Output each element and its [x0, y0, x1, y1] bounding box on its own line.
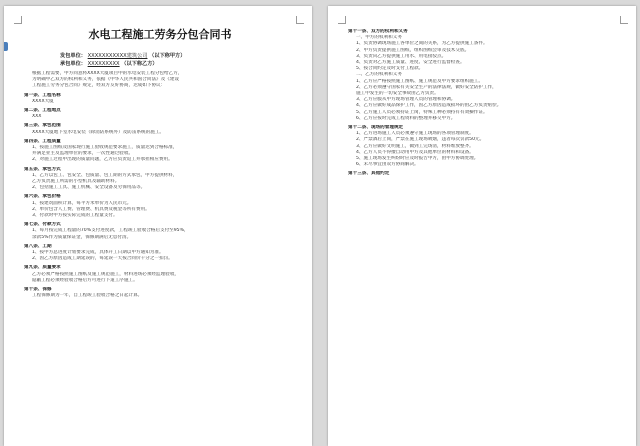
intro-line: 工程施工劳务分包合同》规定，经双方友好协商，达成如下协议： [32, 83, 166, 89]
section-line: 乙方负责施工所需的小型机具及辅助材料。 [32, 179, 120, 185]
margin-mark [14, 16, 22, 24]
section-line: 乙方必须严格按照施工图纸及施工规范施工，材料进场必须经监理验收， [32, 271, 180, 277]
section-heading: 第一条、工程名称 [24, 92, 61, 98]
section-line: 1、乙方应严格按照施工图纸、施工规范及甲方要求组织施工。 [356, 78, 483, 84]
party-a-label: 发包单位： [60, 53, 86, 59]
section-line: XXXX大厦地下室水电安装（除消防系统外）及防雷系统的施工。 [32, 129, 165, 135]
section-line: 2、甲方负责提供施工图纸，组织图纸会审及技术交底。 [356, 47, 470, 53]
section-heading: 第十一条、双方的权利和义务 [348, 29, 408, 34]
section-heading: 第三条、承包范围 [24, 123, 61, 129]
section-line: 2、乙方必须遵守国家有关安全生产的法律法规，做好安全防护工作， [356, 84, 497, 90]
section-line: 5、乙方施工人员必须持证上岗，特殊工种必须持有有效操作证。 [356, 109, 488, 115]
section-line: 2、因乙方原因造成工期延误的，每延误一天按合同价千分之一扣罚。 [32, 256, 173, 262]
right-sections [348, 26, 620, 178]
section-line: 1、按施工图纸及国家现行施工验收规范要求施工，质量达到合格标准， [32, 145, 178, 151]
section-heading: 第十三条、其他约定 [348, 171, 390, 177]
section-line: 3、付款时甲方按实际完成的工程量支付。 [32, 213, 118, 219]
section-line: 1、负责协调现场施工各单位之间的关系，为乙方提供施工条件。 [356, 41, 488, 47]
document-page-right [328, 6, 636, 446]
section-line: 并满足业主及监理单位的要求，一次性通过验收。 [32, 151, 134, 157]
document-title: 水电工程施工劳务分包合同书 [88, 28, 232, 41]
section-line: 2、严禁酒后上岗，严禁在施工现场吸烟，违者每次罚款50元。 [356, 137, 485, 143]
section-line: 3、乙方应做好文明施工，做到工完场清，材料堆放整齐。 [356, 143, 474, 149]
margin-mark [338, 16, 346, 24]
section-line: 一、甲方的权利和义务 [356, 35, 402, 41]
section-line: 余款5%作为质量保证金，保修期满后无息付清。 [32, 234, 132, 240]
section-heading: 第八条、工期 [24, 243, 52, 249]
intro-paragraph [24, 71, 296, 90]
section-line: 二、乙方的权利和义务 [356, 72, 402, 78]
section-heading: 第九条、质量要求 [24, 265, 61, 271]
section-heading: 第五条、承包方式 [24, 166, 61, 172]
section-line: 施工中发生的一切安全事故由乙方负责。 [356, 91, 439, 97]
section-line: 4、乙方人员不得擅自动用甲方及其他单位的材料和设备。 [356, 149, 474, 155]
section-line: 隐蔽工程必须经验收合格后方可进行下道工序施工。 [32, 277, 138, 283]
section-line: 2、包括施工工具、施工机械、安全设备及劳保用品等。 [32, 185, 146, 191]
comment-marker-icon[interactable] [4, 42, 8, 51]
margin-mark [296, 16, 304, 24]
document-page-left [4, 6, 312, 446]
section-line: 6、未尽事宜由双方协商解决。 [356, 162, 419, 168]
section-line: 2、单价包含人工费、管理费、机具费及税金等所有费用。 [32, 206, 150, 212]
section-line: XXXX大厦 [32, 98, 54, 104]
section-line: 1、按建筑面积计算，每平方米单价为人民币元。 [32, 200, 132, 206]
section-heading: 第四条、工程质量 [24, 138, 61, 144]
section-line: 5、按合同约定及时支付工程款。 [356, 66, 424, 72]
party-a [24, 52, 296, 60]
intro-line: 为明确甲乙双方的权利和义务，依据《中华人民共和国合同法》及《建设 [32, 77, 180, 83]
section-line: 3、乙方应服从甲方现场管理人员的管理和协调。 [356, 97, 456, 103]
section-heading: 第七条、付款方式 [24, 222, 61, 228]
section-heading: 第十条、保修 [24, 287, 52, 293]
party-a-suffix: （以下称甲方） [149, 53, 186, 59]
party-a-value: XXXXXXXXXXX建筑公司 [87, 53, 148, 59]
section-line: XXX [32, 114, 42, 120]
party-b-value: XXXXXXXXX [87, 61, 120, 67]
section-line: 1、乙方以包工、包安全、包质量、包工期的方式承包，甲方提供材料， [32, 172, 178, 178]
party-b-suffix: （以下称乙方） [121, 61, 158, 67]
party-b-label: 承包单位： [60, 61, 86, 67]
left-sections [24, 90, 296, 300]
section-line: 4、负责对乙方施工质量、进度、安全进行监督检查。 [356, 60, 465, 66]
section-line: 2、对施工过程中出现的质量问题，乙方应负责返工并承担相应费用。 [32, 157, 173, 163]
section-line: 5、施工现场发生纠纷时应及时报告甲方，由甲方协调处理。 [356, 156, 479, 162]
margin-mark [620, 16, 628, 24]
section-line: 1、按甲方总进度计划要求完成，具体开工日期以甲方通知为准。 [32, 250, 164, 256]
section-line: 1、每月按完成工程量的70%支付进度款，工程竣工验收合格后支付至95%， [32, 228, 189, 234]
section-heading: 第二条、工程地点 [24, 108, 61, 114]
section-line: 4、乙方应做好成品保护工作，因乙方原因造成损坏的由乙方负责赔偿。 [356, 103, 502, 109]
party-b [24, 60, 296, 68]
intro-line: 根据工程需要，甲方同意将XXXX大厦项目中的水电安装工程分包给乙方， [32, 71, 183, 76]
section-line: 3、负责向乙方提供施工用水、用电接驳点。 [356, 53, 447, 59]
section-line: 工程保修期为一年，自工程竣工验收合格之日起计算。 [32, 293, 143, 299]
section-heading: 第十二条、现场的管理规定 [348, 125, 404, 131]
section-line: 6、乙方应按时完成工程资料的整理并移交甲方。 [356, 115, 456, 121]
section-heading: 第六条、承包价格 [24, 194, 61, 200]
section-line: 1、乙方进场施工人员必须遵守施工现场的各项管理制度。 [356, 131, 474, 137]
